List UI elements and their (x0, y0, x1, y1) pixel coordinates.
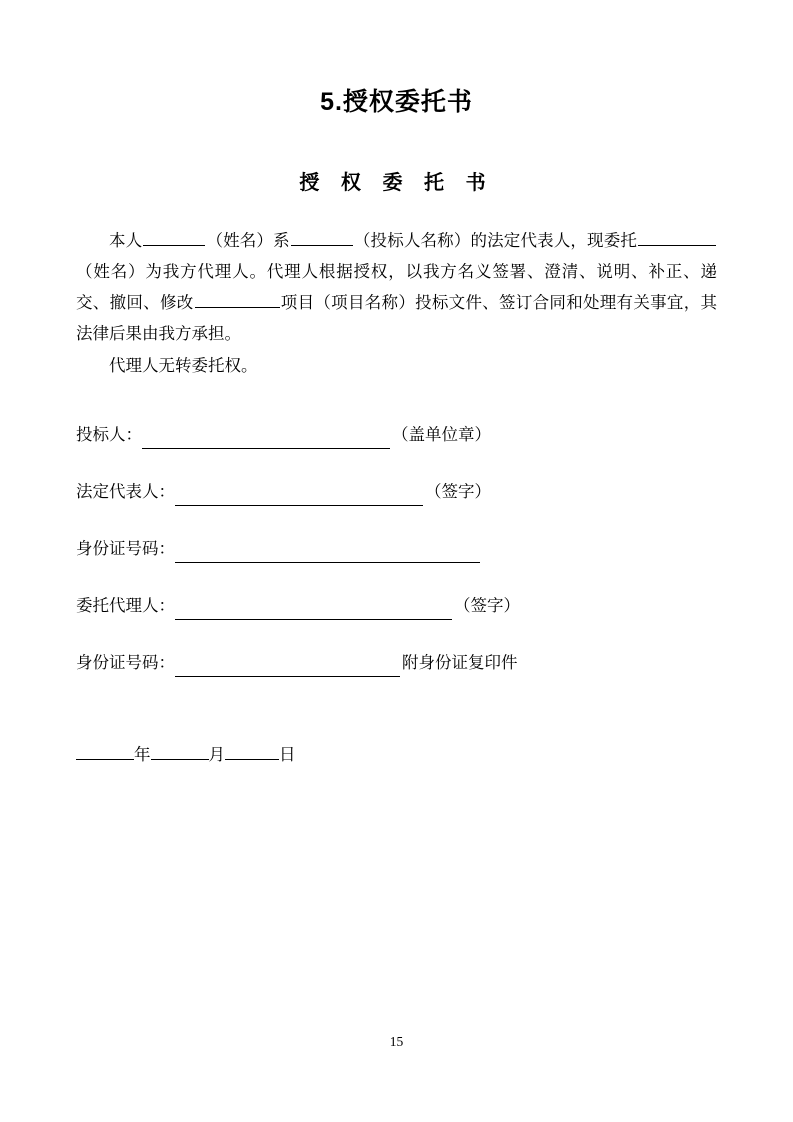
paragraph-authorization (76, 225, 717, 349)
signature-label-legal-representative: 法定代表人： (76, 482, 175, 501)
date-field-day[interactable] (225, 744, 279, 760)
blank-principal-name[interactable] (143, 228, 205, 246)
signature-note-legal-representative: （签字） (425, 482, 491, 501)
signature-note-bidder: （盖单位章） (392, 425, 491, 444)
date-label-year: 年 (134, 745, 151, 764)
date-label-day: 日 (279, 745, 296, 764)
signature-field-id-number-2[interactable] (175, 661, 400, 677)
para1-seg1: 本人 (109, 231, 143, 250)
signature-label-id-number-1: 身份证号码： (76, 539, 175, 558)
para1-seg4: （姓名）为我方代理人。代理人根据授权，以我方名义签署、澄清、说明、补正、递交、撤回、修改 (76, 262, 717, 312)
signature-block (76, 421, 717, 677)
para1-seg2: （姓名）系 (206, 231, 290, 250)
signature-row-authorized-agent (76, 592, 717, 620)
page-number: 15 (389, 1034, 404, 1049)
document-subtitle: 授 权 委 托 书 (299, 172, 494, 194)
para1-seg3: （投标人名称）的法定代表人，现委托 (353, 231, 638, 250)
date-field-month[interactable] (151, 744, 209, 760)
signature-note-authorized-agent: （签字） (454, 596, 520, 615)
signature-label-authorized-agent: 委托代理人： (76, 596, 175, 615)
signature-field-bidder[interactable] (142, 433, 390, 449)
blank-agent-name[interactable] (638, 228, 716, 246)
signature-field-id-number-1[interactable] (175, 547, 480, 563)
signature-row-bidder (76, 421, 717, 449)
document-body (76, 225, 717, 381)
signature-row-id-number-2 (76, 649, 717, 677)
blank-bidder-name[interactable] (291, 228, 353, 246)
signature-note-id-number-2: 附身份证复印件 (402, 653, 518, 672)
blank-project-name[interactable] (195, 290, 280, 308)
signature-field-legal-representative[interactable] (175, 490, 423, 506)
para1-seg5: 项目（项目名称）投标文件、签订合同和处理有关事宜，其法律后果由我方承担。 (76, 293, 718, 343)
signature-label-id-number-2: 身份证号码： (76, 653, 175, 672)
date-field-year[interactable] (76, 744, 134, 760)
date-line (76, 741, 717, 765)
paragraph-no-subdelegation: 代理人无转委托权。 (109, 356, 258, 375)
signature-label-bidder: 投标人： (76, 425, 142, 444)
signature-row-id-number-1 (76, 535, 717, 563)
signature-row-legal-representative (76, 478, 717, 506)
page-title: 5.授权委托书 (320, 88, 473, 116)
signature-field-authorized-agent[interactable] (175, 604, 452, 620)
date-label-month: 月 (208, 745, 225, 764)
